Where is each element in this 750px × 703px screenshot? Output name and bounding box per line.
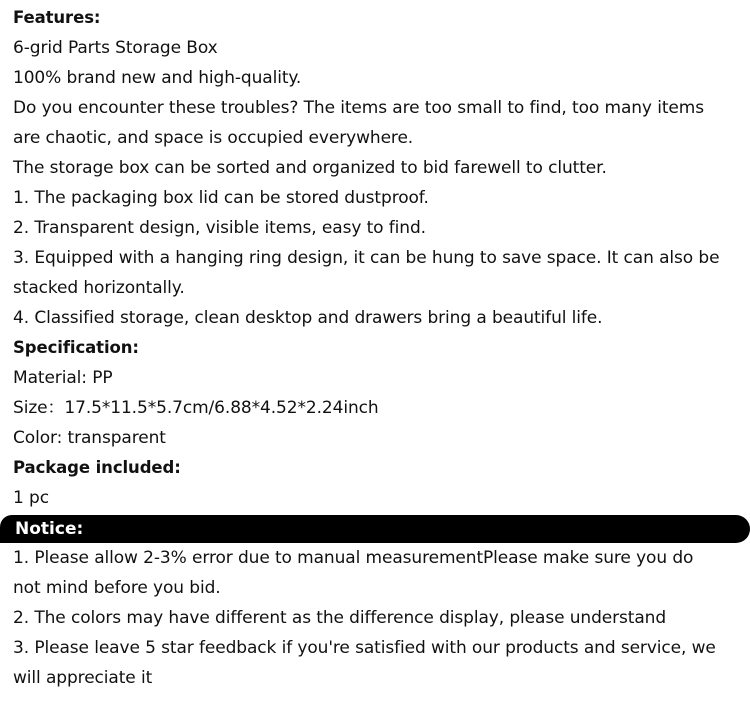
notice-banner — [0, 515, 750, 543]
features-line: The storage box can be sorted and organized to bid farewell to clutter. — [13, 158, 607, 178]
spec-size: Size：17.5*11.5*5.7cm/6.88*4.52*2.24inch — [13, 398, 379, 418]
package-contents: 1 pc — [13, 488, 49, 508]
features-line: 6-grid Parts Storage Box — [13, 38, 218, 58]
notice-line: will appreciate it — [13, 668, 153, 688]
notice-line: 1. Please allow 2-3% error due to manual measurementPlease make sure you do — [13, 548, 694, 568]
features-line: 3. Equipped with a hanging ring design, it can be hung to save space. It can also be — [13, 248, 720, 268]
spec-material: Material: PP — [13, 368, 113, 388]
features-heading: Features: — [13, 8, 101, 27]
features-line: 100% brand new and high-quality. — [13, 68, 302, 88]
features-line: stacked horizontally. — [13, 278, 185, 298]
features-line: are chaotic, and space is occupied everywhere. — [13, 128, 414, 148]
notice-line: 3. Please leave 5 star feedback if you're satisfied with our products and service, we — [13, 638, 716, 658]
features-line: 1. The packaging box lid can be stored dustproof. — [13, 188, 429, 208]
specification-heading: Specification: — [13, 338, 139, 357]
features-line: 2. Transparent design, visible items, easy to find. — [13, 218, 426, 238]
spec-color: Color: transparent — [13, 428, 166, 448]
package-heading: Package included: — [13, 458, 181, 477]
notice-line: 2. The colors may have different as the difference display, please understand — [13, 608, 667, 628]
notice-line: not mind before you bid. — [13, 578, 221, 598]
notice-heading: Notice: — [15, 519, 84, 539]
features-line: 4. Classified storage, clean desktop and drawers bring a beautiful life. — [13, 308, 603, 328]
features-line: Do you encounter these troubles? The items are too small to find, too many items — [13, 98, 704, 118]
